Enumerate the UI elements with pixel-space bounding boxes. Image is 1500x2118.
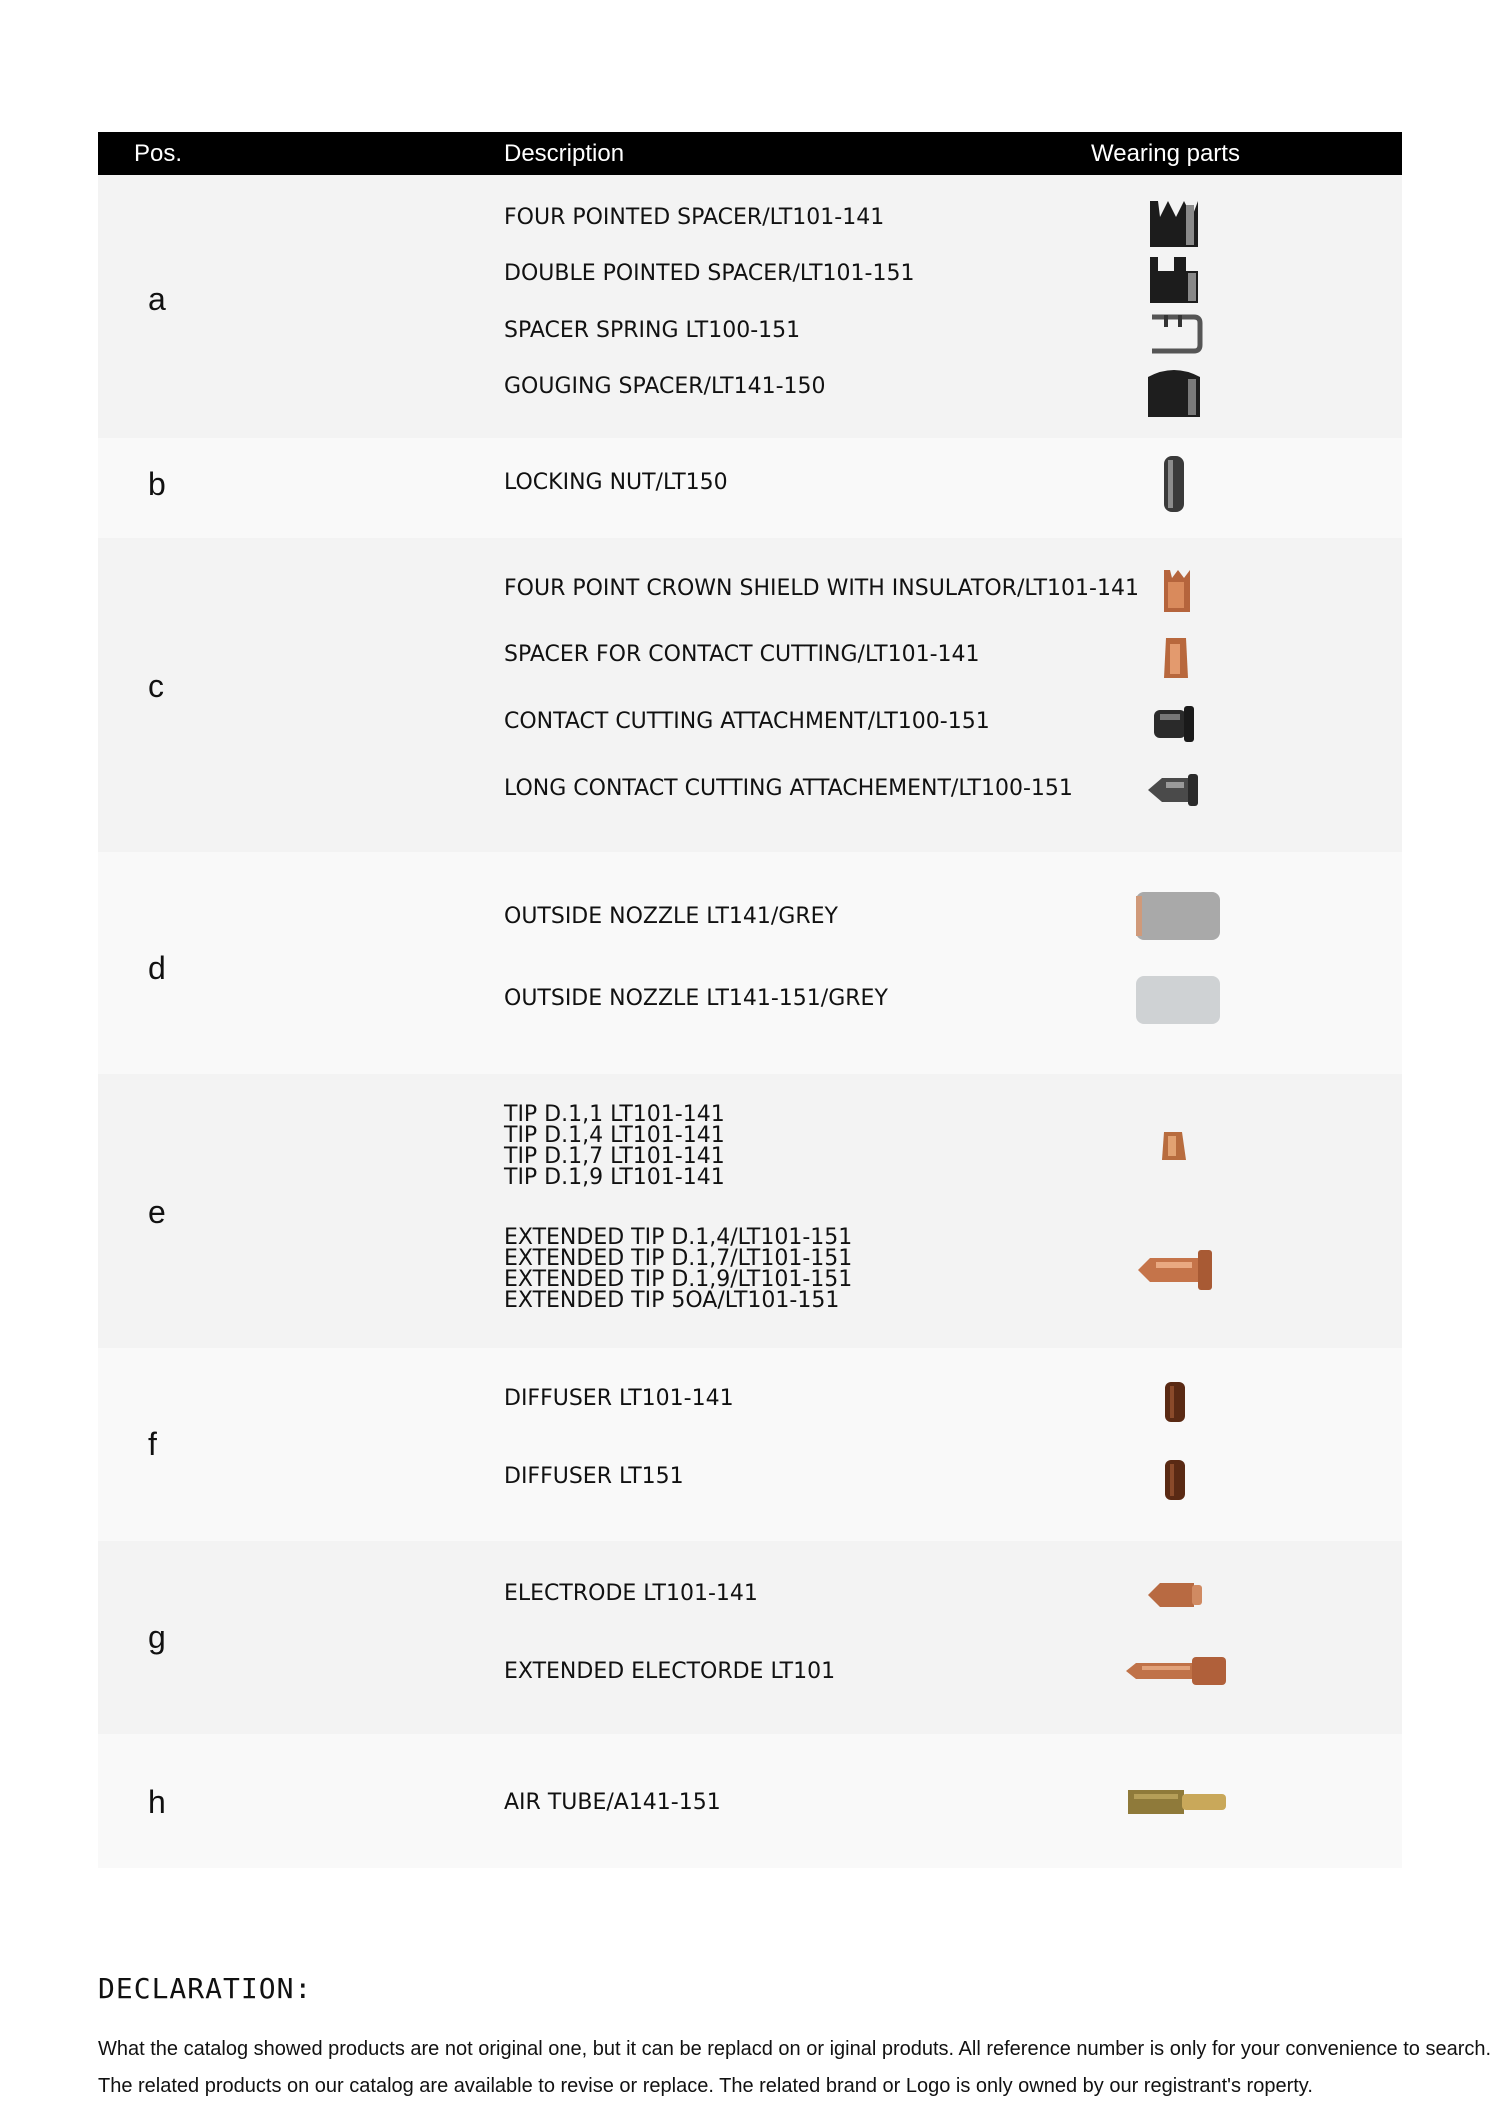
item-description: SPACER FOR CONTACT CUTTING/LT101-141 bbox=[504, 642, 980, 667]
item-description bbox=[504, 1227, 852, 1311]
item-description bbox=[504, 1104, 725, 1188]
item-description: LOCKING NUT/LT150 bbox=[504, 470, 728, 495]
item-description: EXTENDED ELECTORDE LT101 bbox=[504, 1659, 836, 1684]
grey-nozzle-icon bbox=[1134, 888, 1222, 944]
tip-line: EXTENDED TIP D.1,7/LT101-151 bbox=[504, 1246, 853, 1271]
crown-shield-icon bbox=[1158, 566, 1196, 616]
tip-line: EXTENDED TIP 5OA/LT101-151 bbox=[504, 1288, 840, 1313]
electrode-icon bbox=[1146, 1577, 1206, 1613]
item-description: FOUR POINT CROWN SHIELD WITH INSULATOR/LT101-141 bbox=[504, 576, 1139, 601]
pos-label: c bbox=[148, 668, 164, 704]
pos-label: b bbox=[148, 466, 166, 502]
extended-electrode-icon bbox=[1124, 1653, 1230, 1689]
extended-tip-icon bbox=[1136, 1248, 1216, 1292]
contact-spacer-icon bbox=[1158, 632, 1194, 684]
item-description: SPACER SPRING LT100-151 bbox=[504, 318, 801, 343]
air-tube-icon bbox=[1126, 1784, 1230, 1820]
pos-label: a bbox=[148, 281, 166, 317]
item-description: GOUGING SPACER/LT141-150 bbox=[504, 374, 826, 399]
pos-label: g bbox=[148, 1619, 166, 1655]
tip-line: TIP D.1,1 LT101-141 bbox=[504, 1102, 725, 1127]
item-description: FOUR POINTED SPACER/LT101-141 bbox=[504, 205, 885, 230]
diffuser-icon bbox=[1162, 1380, 1188, 1424]
item-description: AIR TUBE/A141-151 bbox=[504, 1790, 721, 1815]
table-row-f bbox=[98, 1348, 1402, 1541]
long-contact-attachment-icon bbox=[1146, 770, 1202, 810]
gouging-spacer-icon bbox=[1144, 365, 1204, 421]
table-row-g bbox=[98, 1541, 1402, 1734]
item-description: DOUBLE POINTED SPACER/LT101-151 bbox=[504, 261, 915, 286]
table-row-b bbox=[98, 438, 1402, 538]
table-row-d bbox=[98, 852, 1402, 1074]
tip-line: EXTENDED TIP D.1,9/LT101-151 bbox=[504, 1267, 853, 1292]
four-pointed-spacer-icon bbox=[1146, 199, 1202, 249]
table-row-h bbox=[98, 1734, 1402, 1868]
item-description: DIFFUSER LT151 bbox=[504, 1464, 684, 1489]
header-pos: Pos. bbox=[134, 140, 183, 167]
tip-line: TIP D.1,9 LT101-141 bbox=[504, 1165, 725, 1190]
table-row-a bbox=[98, 175, 1402, 438]
tip-line: TIP D.1,7 LT101-141 bbox=[504, 1144, 725, 1169]
table-row-e bbox=[98, 1074, 1402, 1348]
declaration-line-1: What the catalog showed products are not original one, but it can be replacd on or iginal produts. All reference number is only for your convenience to search. bbox=[98, 2038, 1492, 2060]
declaration-title: DECLARATION: bbox=[98, 1972, 313, 2005]
parts-table bbox=[98, 132, 1402, 1868]
pos-label: d bbox=[148, 950, 166, 986]
pos-label: f bbox=[148, 1426, 157, 1462]
item-description: ELECTRODE LT101-141 bbox=[504, 1581, 758, 1606]
header-description: Description bbox=[504, 140, 625, 167]
locking-nut-icon bbox=[1160, 454, 1188, 514]
tip-icon bbox=[1158, 1126, 1190, 1166]
item-description: CONTACT CUTTING ATTACHMENT/LT100-151 bbox=[504, 709, 990, 734]
item-description: LONG CONTACT CUTTING ATTACHEMENT/LT100-151 bbox=[504, 776, 1073, 801]
header-wearing-parts: Wearing parts bbox=[1091, 140, 1240, 167]
double-pointed-spacer-icon bbox=[1146, 255, 1202, 307]
item-description: OUTSIDE NOZZLE LT141/GREY bbox=[504, 904, 838, 929]
table-row-c bbox=[98, 538, 1402, 852]
tip-line: TIP D.1,4 LT101-141 bbox=[504, 1123, 725, 1148]
tip-line: EXTENDED TIP D.1,4/LT101-151 bbox=[504, 1225, 853, 1250]
pos-label: e bbox=[148, 1194, 166, 1230]
contact-attachment-icon bbox=[1150, 702, 1198, 746]
diffuser-icon bbox=[1162, 1458, 1188, 1502]
declaration-line-2: The related products on our catalog are available to revise or replace. The related brand or Logo is only owned by our registrant's roperty. bbox=[98, 2075, 1313, 2097]
item-description: DIFFUSER LT101-141 bbox=[504, 1386, 734, 1411]
grey-nozzle-icon bbox=[1134, 972, 1222, 1028]
table-header bbox=[98, 132, 1402, 175]
item-description: OUTSIDE NOZZLE LT141-151/GREY bbox=[504, 986, 888, 1011]
spacer-spring-icon bbox=[1146, 311, 1204, 357]
pos-label: h bbox=[148, 1784, 166, 1820]
